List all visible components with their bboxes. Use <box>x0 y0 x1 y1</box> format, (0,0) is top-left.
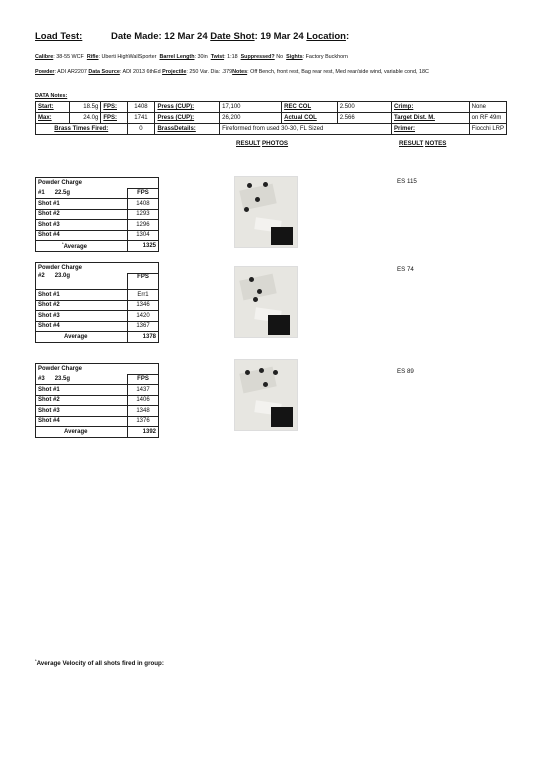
result-photos-b: PHOTOS <box>262 140 289 147</box>
data-notes-label: DATA Notes: <box>35 93 68 99</box>
barrel-label: Barrel Length <box>159 54 195 60</box>
brass-fired-label: Brass Times Fired: <box>36 124 128 135</box>
table-row <box>36 300 159 311</box>
result-photos-a: RESULT <box>236 140 261 147</box>
group-charge-value: 22.5g <box>54 190 71 196</box>
fps-header: FPS <box>127 188 158 199</box>
brass-details-value: Fireformed from used 30-30, FL Sized <box>220 124 392 135</box>
average-label <box>36 241 128 252</box>
group-title: Powder Charge <box>36 364 159 375</box>
shot-fps: 1304 <box>127 230 158 241</box>
average-text: Average <box>63 244 88 251</box>
twist-value: : 1:18 <box>224 54 238 60</box>
table-row <box>36 311 159 322</box>
target-value: on RF 49m <box>469 113 506 124</box>
shot-fps: 1437 <box>127 385 158 396</box>
target-photo-1 <box>234 176 298 248</box>
start-label: Start: <box>36 102 70 113</box>
footnote <box>35 658 164 667</box>
press-label: Press (CUP): <box>155 102 220 113</box>
shot-fps: 1296 <box>127 220 158 231</box>
twist-label: Twist <box>210 54 225 60</box>
es-note-2: ES 74 <box>397 266 414 273</box>
table-row <box>36 406 159 417</box>
target-photo-2 <box>234 266 298 338</box>
primer-label: Primer: <box>392 124 470 135</box>
group-title: Powder Charge <box>36 178 159 189</box>
shot-label: Shot #4 <box>36 230 128 241</box>
shot-label: Shot #2 <box>36 300 128 311</box>
group-charge <box>36 374 128 385</box>
average-value: 1378 <box>127 332 158 343</box>
suppressed-label: Suppressed? <box>240 54 275 60</box>
table-row <box>36 321 159 332</box>
data-source-label: Data Source <box>88 69 120 75</box>
shot-fps: 1348 <box>127 406 158 417</box>
shot-label: Shot #1 <box>36 290 128 301</box>
rifle-label: Rifle <box>86 54 99 60</box>
group-charge <box>36 273 128 290</box>
average-label: Average <box>36 427 128 438</box>
shot-label: Shot #3 <box>36 406 128 417</box>
start-fps: 1408 <box>127 102 155 113</box>
group-charge-value: 23.5g <box>54 376 71 382</box>
shot-label: Shot #1 <box>36 385 128 396</box>
table-row <box>36 230 159 241</box>
dia-value: .379 <box>221 69 233 75</box>
location-colon: : <box>345 31 350 42</box>
notes-value: : Off Bench, front rest, Bag rear rest, Med rear/side wind, variable cond, 18C <box>247 69 429 75</box>
notes-label: Notes <box>232 69 248 75</box>
shot-label: Shot #2 <box>36 395 128 406</box>
start-value: 18.5g <box>69 102 101 113</box>
calibre-label: Calibre <box>35 54 54 60</box>
shot-fps: 1376 <box>127 416 158 427</box>
group-title: Powder Charge <box>36 263 159 274</box>
crimp-label: Crimp: <box>392 102 470 113</box>
table-row <box>36 199 159 210</box>
average-value: 1392 <box>127 427 158 438</box>
result-notes-header <box>399 140 446 147</box>
table-row <box>36 290 159 301</box>
target-photo-3 <box>234 359 298 431</box>
brass-details-label: BrassDetails: <box>155 124 220 135</box>
start-press: 17,100 <box>220 102 282 113</box>
es-note-1: ES 115 <box>397 178 417 185</box>
table-row <box>36 113 507 124</box>
projectile-value: : 250 Var. Dia: <box>186 69 221 75</box>
projectile-label: Projectile <box>162 69 187 75</box>
shot-label: Shot #2 <box>36 209 128 220</box>
data-source-value: : ADI 2013 6thEd <box>119 69 161 75</box>
shot-label: Shot #4 <box>36 416 128 427</box>
group-charge-value: 23.0g <box>54 273 71 279</box>
target-label: Target Dist. M. <box>392 113 470 124</box>
max-value: 24.0g <box>69 113 101 124</box>
table-row <box>36 395 159 406</box>
location-label: Location <box>306 31 346 42</box>
date-made-label: Date Made: <box>110 31 162 42</box>
table-row <box>36 416 159 427</box>
shot-label: Shot #1 <box>36 199 128 210</box>
primer-value: Fiocchi LRP <box>469 124 506 135</box>
date-shot-value: 19 Mar 24 <box>260 31 304 42</box>
rifle-line <box>35 54 348 60</box>
date-shot-label: Date Shot <box>210 31 255 42</box>
max-label: Max: <box>36 113 70 124</box>
rifle-value: : Uberti HighWallSporter <box>98 54 157 60</box>
load-test-label: Load Test: <box>35 31 83 42</box>
actual-col-label: Actual COL <box>282 113 338 124</box>
average-star: * <box>62 241 64 247</box>
fps-label: FPS: <box>101 102 127 113</box>
shot-fps: 1408 <box>127 199 158 210</box>
data-notes-table <box>35 101 507 135</box>
shot-fps: 1293 <box>127 209 158 220</box>
sights-value: : Factory Buckhorn <box>302 54 348 60</box>
shot-fps: 1420 <box>127 311 158 322</box>
group-num: #2 <box>38 273 45 279</box>
sights-label: Sights <box>286 54 303 60</box>
group-charge <box>36 188 128 199</box>
group-num: #1 <box>38 190 45 196</box>
powder-label: Powder <box>35 69 55 75</box>
average-label: Average <box>36 332 128 343</box>
crimp-value: None <box>469 102 506 113</box>
powder-line <box>35 68 507 76</box>
footnote-text: Average Velocity of all shots fired in group: <box>36 660 164 668</box>
calibre-value: : 38-55 WCF <box>53 54 84 60</box>
powder-charge-table-1 <box>35 177 159 252</box>
press-label: Press (CUP): <box>155 113 220 124</box>
suppressed-value: No <box>276 54 284 60</box>
result-notes-a: RESULT <box>399 140 424 147</box>
es-note-3: ES 89 <box>397 368 414 375</box>
result-photos-header <box>236 140 288 147</box>
shot-fps: Err1 <box>127 290 158 301</box>
table-row <box>36 124 507 135</box>
result-notes-b: NOTES <box>425 140 447 147</box>
page-title <box>35 31 349 42</box>
shot-label: Shot #3 <box>36 311 128 322</box>
shot-label: Shot #3 <box>36 220 128 231</box>
powder-charge-table-2 <box>35 262 159 343</box>
rec-col-value: 2.500 <box>337 102 391 113</box>
rec-col-label: REC COL <box>282 102 338 113</box>
fps-header: FPS <box>127 374 158 385</box>
table-row <box>36 220 159 231</box>
date-shot-colon: : <box>254 31 258 42</box>
barrel-value: : 30in <box>194 54 208 60</box>
fps-label: FPS: <box>101 113 127 124</box>
shot-label: Shot #4 <box>36 321 128 332</box>
table-row <box>36 102 507 113</box>
actual-col-value: 2.566 <box>337 113 391 124</box>
table-row <box>36 209 159 220</box>
average-value: 1325 <box>127 241 158 252</box>
shot-fps: 1367 <box>127 321 158 332</box>
date-made-value: 12 Mar 24 <box>164 31 208 42</box>
shot-fps: 1406 <box>127 395 158 406</box>
table-row <box>36 385 159 396</box>
powder-charge-table-3 <box>35 363 159 438</box>
shot-fps: 1346 <box>127 300 158 311</box>
powder-value: : ADI AR2207 <box>54 69 87 75</box>
fps-header: FPS <box>127 273 158 290</box>
footnote-star: * <box>35 658 37 663</box>
max-fps: 1741 <box>127 113 155 124</box>
brass-fired-value: 0 <box>127 124 155 135</box>
max-press: 26,200 <box>220 113 282 124</box>
group-num: #3 <box>38 376 45 382</box>
